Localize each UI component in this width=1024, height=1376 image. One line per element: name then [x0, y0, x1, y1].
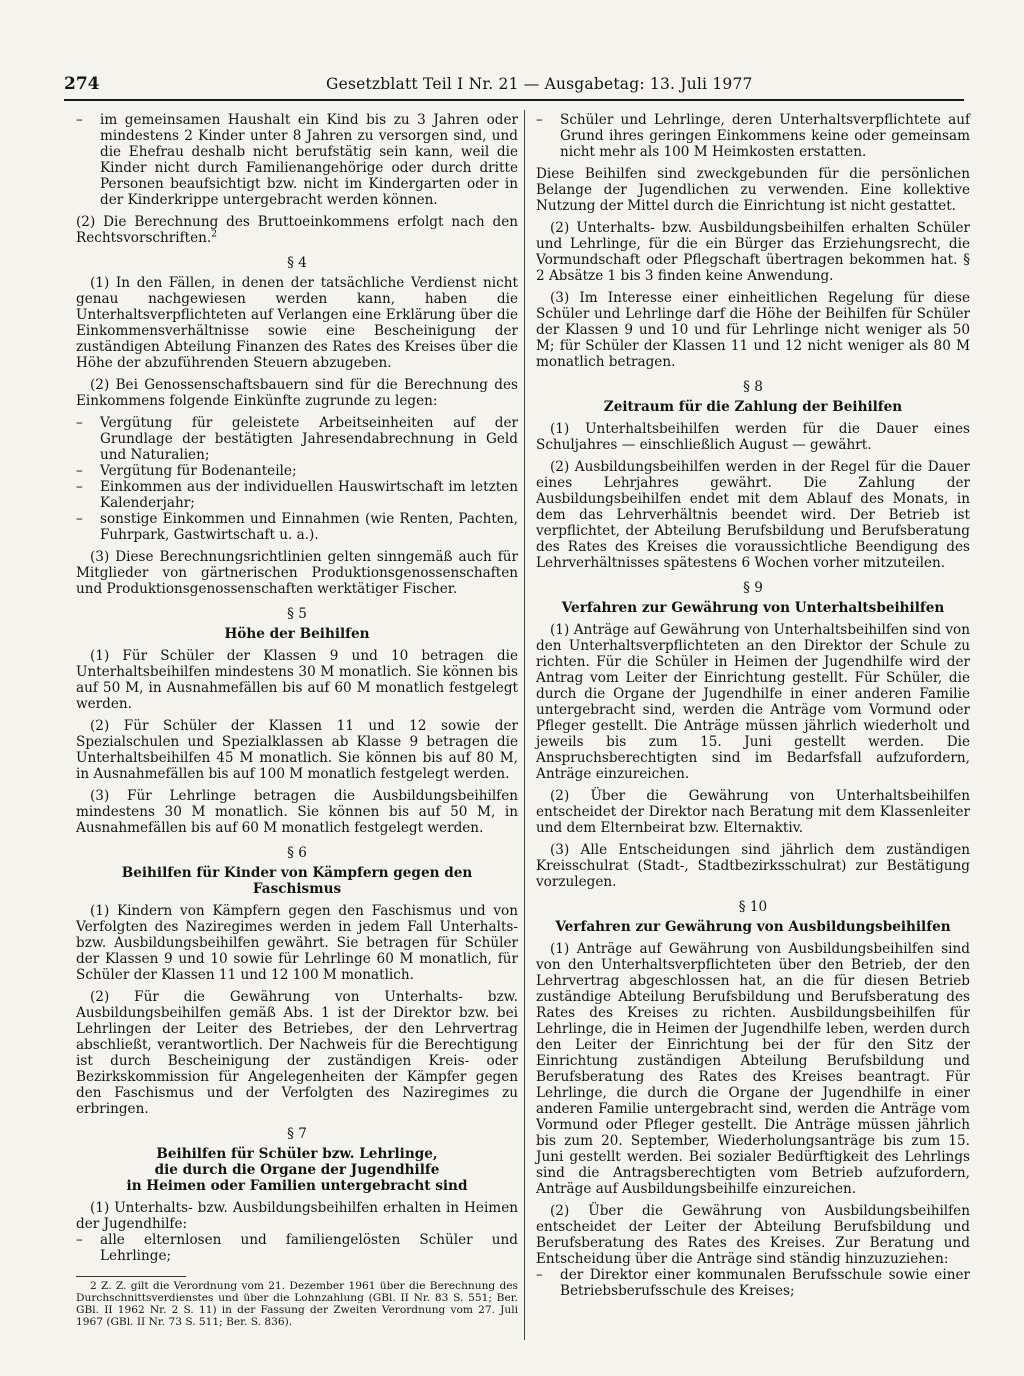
header-rule [64, 99, 964, 101]
column-divider [524, 110, 525, 1340]
dash-item: – Schüler und Lehrlinge, deren Unterhaltsverpflichtete auf Grund ihres geringen Einkommens keine oder gemeinsam nicht mehr als 100 M Heimkosten erstatten. [536, 112, 970, 160]
dash-item: – Einkommen aus der individuellen Hauswirtschaft im letzten Kalenderjahr; [76, 479, 518, 511]
paragraph: (3) Im Interesse einer einheitlichen Regelung für diese Schüler und Lehrlinge darf die Höhe der Beihilfen für Schüler der Klassen 9 und 10 und für Lehrlinge nicht weniger als 50 M; für Schüler der Klassen 11 und 12 nicht weniger als 80 M monatlich betragen. [536, 290, 970, 370]
right-column [536, 112, 970, 1305]
paragraph: (1) Anträge auf Gewährung von Unterhaltsbeihilfen sind von den Unterhaltsverpflichteten an den Direktor der Schule zu richten. Für die Schüler in Heimen der Jugendhilfe wird der Antrag vom Leiter der Einrichtung gestellt. Für Schüler, die durch die Organe der Jugendhilfe in einer anderen Familie untergebracht sind, werden die Anträge vom Vormund oder Pfleger gestellt. Die Anträge müssen jährlich wiederholt und jeweils bis zum 15. Juni gestellt werden. Die Anspruchsberechtigten sind im Bedarfsfall aufzufordern, Anträge einzureichen. [536, 622, 970, 782]
dash-item: – sonstige Einkommen und Einnahmen (wie Renten, Pachten, Fuhrpark, Gastwirtschaft u. a.). [76, 511, 518, 543]
dash-item: – im gemeinsamen Haushalt ein Kind bis zu 3 Jahren oder mindestens 2 Kinder unter 8 Jahren zu versorgen sind, und die Ehefrau deshalb nicht berufstätig sein kann, weil die Kinder nicht durch Familienangehörige oder durch dritte Personen beaufsichtigt bzw. nicht im Kindergarten oder in der Kinderkrippe untergebracht werden können. [76, 112, 518, 208]
left-column [76, 112, 518, 1334]
paragraph: Diese Beihilfen sind zweckgebunden für die persönlichen Belange der Jugendlichen zu verwenden. Eine kollektive Nutzung der Mittel durch die Einrichtung ist nicht gestattet. [536, 166, 970, 214]
section-number: § 10 [738, 899, 768, 915]
paragraph: (2) Bei Genossenschaftsbauern sind für die Berechnung des Einkommens folgende Einkünfte zugrunde zu legen: [76, 377, 518, 409]
section-number: § 6 [287, 845, 307, 861]
paragraph: (2) Über die Gewährung von Unterhaltsbeihilfen entscheidet der Direktor nach Beratung mit dem Klassenleiter und dem Elternbeirat bzw. Elternaktiv. [536, 788, 970, 836]
paragraph: (3) Für Lehrlinge betragen die Ausbildungsbeihilfen mindestens 30 M monatlich. Sie können bis auf 50 M, in Ausnahmefällen bis auf 60 M monatlich festgelegt werden. [76, 788, 518, 836]
paragraph: (3) Diese Berechnungsrichtlinien gelten sinngemäß auch für Mitglieder von gärtnerischen Produktionsgenossenschaften und Produktionsgenossenschaften werktätiger Fischer. [76, 549, 518, 597]
section-number: § 7 [287, 1126, 307, 1142]
dash-list [76, 1232, 518, 1264]
footnote: 2 Z. Z. gilt die Verordnung vom 21. Dezember 1961 über die Berechnung des Durchschnittsverdienstes und über die Lohnzahlung (GBl. II Nr. 83 S. 551; Ber. GBl. II 1962 Nr. 2 S. 11) in der Fassung der Zweiten Verordnung vom 27. Juli 1967 (GBl. II Nr. 73 S. 511; Ber. S. 836). [76, 1280, 518, 1328]
section-heading: Zeitraum für die Zahlung der Beihilfen [603, 399, 903, 415]
section-number: § 5 [287, 606, 307, 622]
dash-item: – Vergütung für geleistete Arbeitseinheiten auf der Grundlage der bestätigten Jahresendabrechnung in Geld und Naturalien; [76, 415, 518, 463]
dash-item: – der Direktor einer kommunalen Berufsschule sowie einer Betriebsberufsschule des Kreises; [536, 1267, 970, 1299]
section-heading: Beihilfen für Kinder von Kämpfern gegen den Faschismus [121, 865, 473, 897]
footnote-rule [76, 1276, 186, 1277]
section-number: § 8 [743, 379, 763, 395]
dash-list [76, 112, 518, 208]
paragraph: (1) Für Schüler der Klassen 9 und 10 betragen die Unterhaltsbeihilfen mindestens 30 M monatlich. Sie können bis auf 50 M, in Ausnahmefällen bis auf 60 M monatlich festgelegt werden. [76, 648, 518, 712]
dash-list [536, 1267, 970, 1299]
section-heading: Verfahren zur Gewährung von Unterhaltsbeihilfen [561, 600, 945, 616]
section-heading: Verfahren zur Gewährung von Ausbildungsbeihilfen [555, 919, 951, 935]
dash-list [536, 112, 970, 160]
paragraph: (2) Über die Gewährung von Ausbildungsbeihilfen entscheidet der Leiter der Abteilung Berufsbildung und Berufsberatung des Rates des Kreises. Zur Beratung und Entscheidung über die Anträge sind ständig hinzuzuziehen: [536, 1203, 970, 1267]
section-heading: Beihilfen für Schüler bzw. Lehrlinge, die durch die Organe der Jugendhilfe in Heimen oder Familien untergebracht sind [126, 1146, 468, 1194]
paragraph: (2) Unterhalts- bzw. Ausbildungsbeihilfen erhalten Schüler und Lehrlinge, für die ein Bürger das Erziehungsrecht, die Vormundschaft oder Pflegschaft übertragen bekommen hat. § 2 Absätze 1 bis 3 finden keine Anwendung. [536, 220, 970, 284]
paragraph: (3) Alle Entscheidungen sind jährlich dem zuständigen Kreisschulrat (Stadt-, Stadtbezirksschulrat) zur Bestätigung vorzulegen. [536, 842, 970, 890]
paragraph: (2) Für Schüler der Klassen 11 und 12 sowie der Spezialschulen und Spezialklassen ab Klasse 9 betragen die Unterhaltsbeihilfen 45 M monatlich. Sie können bis auf 80 M, in Ausnahmefällen bis auf 100 M monatlich festgelegt werden. [76, 718, 518, 782]
paragraph: (1) Anträge auf Gewährung von Ausbildungsbeihilfen sind von den Unterhaltsverpflichteten über den Betrieb, der den Lehrvertrag abgeschlossen hat, an die für diesen Betrieb zuständige Abteilung Berufsbildung und Berufsberatung des Rates des Kreises zu richten. Ausbildungsbeihilfen für Lehrlinge, die in Heimen der Jugendhilfe leben, werden durch den Leiter der Einrichtung bei der für den Sitz der Einrichtung zuständigen Abteilung Berufsbildung und Berufsberatung des Rates des Kreises beantragt. Für Lehrlinge, die durch die Organe der Jugendhilfe in einer anderen Familie untergebracht sind, werden die Anträge vom Vormund oder Pfleger gestellt. Die Anträge müssen jährlich bis zum 20. September, Wiederholungsanträge bis zum 15. Juni gestellt werden. Bei sozialer Bedürftigkeit des Lehrlings sind die Antragsberechtigten vom Betrieb aufzufordern, Anträge auf Ausbildungsbeihilfe einzureichen. [536, 941, 970, 1197]
paragraph: (2) Für die Gewährung von Unterhalts- bzw. Ausbildungsbeihilfen gemäß Abs. 1 ist der Direktor bzw. bei Lehrlingen der Leiter des Betriebes, der den Lehrvertrag abschließt, verantwortlich. Der Nachweis für die Berechtigung ist durch Bescheinigung der zuständigen Kreis- oder Bezirkskommission für Angelegenheiten der Kämpfer gegen den Faschismus und der Verfolgten des Naziregimes zu erbringen. [76, 989, 518, 1117]
paragraph: (1) Unterhaltsbeihilfen werden für die Dauer eines Schuljahres — einschließlich August — gewährt. [536, 421, 970, 453]
section-number: § 9 [743, 580, 763, 596]
page-header [64, 74, 962, 98]
dash-list [76, 415, 518, 543]
paragraph: (2) Die Berechnung des Bruttoeinkommens erfolgt nach den Rechtsvorschriften.$^2$ [76, 214, 518, 246]
header-title: Gesetzblatt Teil I Nr. 21 — Ausgabetag: 13. Juli 1977 [326, 75, 753, 93]
paragraph: (2) Ausbildungsbeihilfen werden in der Regel für die Dauer eines Lehrjahres gewährt. Die Zahlung der Ausbildungsbeihilfen endet mit dem Ablauf des Monats, in dem das Lehrverhältnis beendet wird. Der Betrieb ist verpflichtet, der Abteilung Berufsbildung und Berufsberatung des Rates des Kreises die voraussichtliche Beendigung des Lehrverhältnisses spätestens 6 Wochen vorher mitzuteilen. [536, 459, 970, 571]
section-heading: Höhe der Beihilfen [224, 626, 370, 642]
section-number: § 4 [287, 255, 307, 271]
dash-item: – alle elternlosen und familiengelösten Schüler und Lehrlinge; [76, 1232, 518, 1264]
paragraph: (1) In den Fällen, in denen der tatsächliche Verdienst nicht genau nachgewiesen werden kann, haben die Unterhaltsverpflichteten auf Verlangen eine Erklärung über die Einkommensverhältnisse sowie eine Bescheinigung der zuständigen Abteilung Finanzen des Rates des Kreises über die Höhe der abzuführenden Steuern abzugeben. [76, 275, 518, 371]
dash-item: – Vergütung für Bodenanteile; [76, 463, 297, 479]
paragraph: (1) Unterhalts- bzw. Ausbildungsbeihilfen erhalten in Heimen der Jugendhilfe: [76, 1200, 518, 1232]
paragraph: (1) Kindern von Kämpfern gegen den Faschismus und von Verfolgten des Naziregimes werden in jedem Fall Unterhalts- bzw. Ausbildungsbeihilfen gewährt. Sie betragen für Schüler der Klassen 9 und 10 sowie für Lehrlinge 60 M monatlich, für Schüler der Klassen 11 und 12 100 M monatlich. [76, 903, 518, 983]
page-number: 274 [64, 74, 100, 94]
